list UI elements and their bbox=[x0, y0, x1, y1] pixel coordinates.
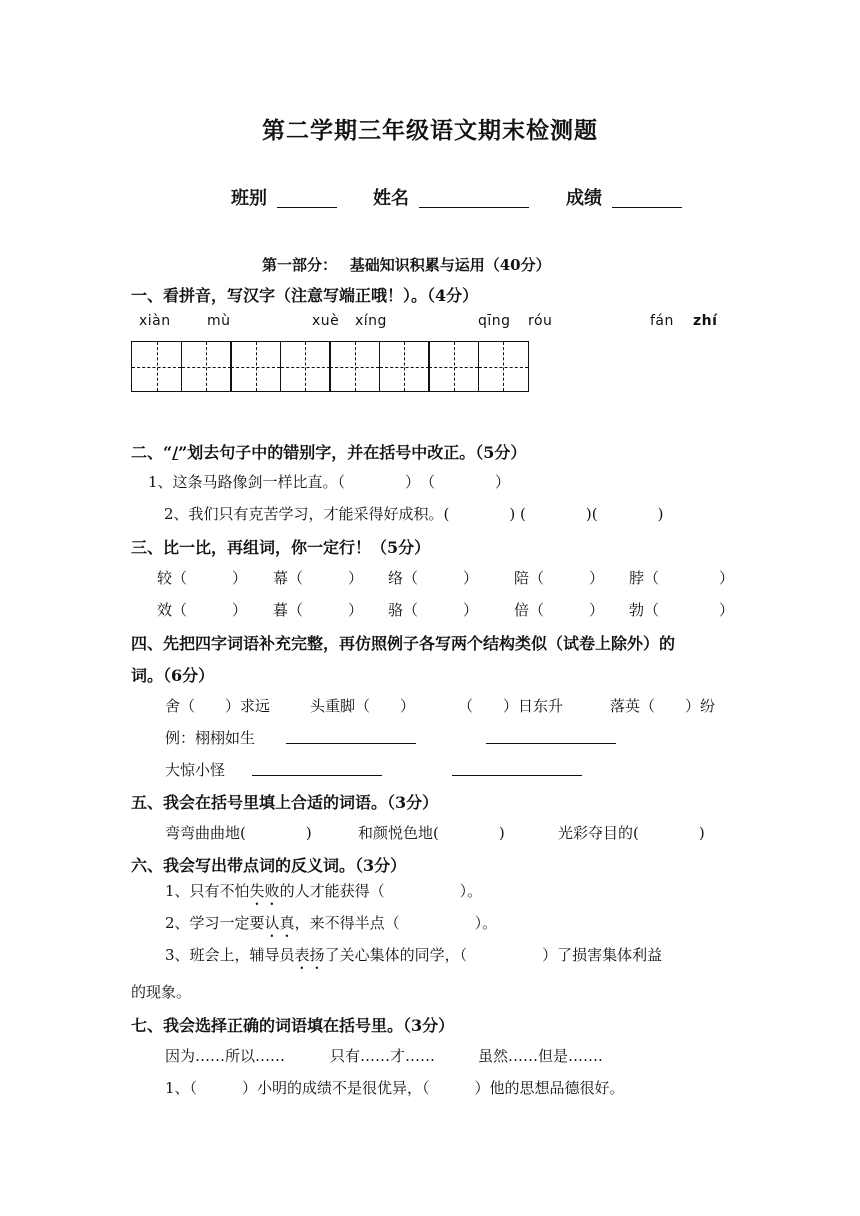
q6-heading: 六、我会写出带点词的反义词。（3分） bbox=[131, 856, 407, 875]
q6-s2-pre: 2、学习一定要 bbox=[165, 914, 265, 932]
q6-s3-post: 了关心集体的同学，（ ）了损害集体利益 bbox=[324, 946, 663, 964]
grid-cell[interactable] bbox=[131, 341, 182, 392]
q3-item: 暮（ ） bbox=[273, 601, 364, 619]
dotted-word: 表扬 bbox=[294, 946, 325, 964]
q3-item: 骆（ ） bbox=[388, 601, 479, 619]
pinyin-xian: xiàn bbox=[139, 313, 171, 329]
pinyin-xing: xíng bbox=[355, 313, 387, 329]
q3-item: 勃（ ） bbox=[629, 601, 735, 619]
answer-line[interactable] bbox=[486, 727, 616, 748]
q3-item: 陪（ ） bbox=[514, 569, 605, 587]
q4-example2: 大惊小怪 bbox=[165, 761, 226, 779]
q7-option: 只有……才…… bbox=[330, 1047, 436, 1065]
name-label: 姓名 bbox=[373, 188, 409, 209]
grid-cell[interactable] bbox=[428, 341, 479, 392]
slash-mark: / bbox=[172, 443, 179, 462]
class-blank[interactable] bbox=[277, 187, 337, 208]
q7-heading: 七、我会选择正确的词语填在括号里。（3分） bbox=[131, 1016, 455, 1035]
pinyin-rou: róu bbox=[528, 313, 553, 329]
q4-item: 落英（ ）纷 bbox=[610, 697, 716, 715]
q5-item: 弯弯曲曲地( ) bbox=[165, 824, 312, 842]
q7-sentence-1: 1、（ ）小明的成绩不是很优异，（ ）他的思想品德很好。 bbox=[165, 1079, 625, 1097]
q2-heading-pre: 二、“ bbox=[131, 443, 173, 462]
q6-sentence-3-cont: 的现象。 bbox=[131, 983, 192, 1001]
q6-sentence-2 bbox=[165, 912, 497, 941]
pinyin-fan: fán bbox=[650, 313, 674, 329]
q3-item: 络（ ） bbox=[388, 569, 479, 587]
q3-item: 较（ ） bbox=[157, 569, 248, 587]
q4-item: 头重脚（ ） bbox=[310, 697, 416, 715]
grid-cell[interactable] bbox=[280, 341, 331, 392]
score-field bbox=[566, 184, 682, 210]
part1-heading: 第一部分： 基础知识积累与运用（40分） bbox=[262, 256, 551, 274]
q3-item: 效（ ） bbox=[157, 601, 248, 619]
score-label: 成绩 bbox=[566, 188, 602, 209]
q2-heading bbox=[131, 440, 526, 463]
q6-s1-post: 的人才能获得（ ）。 bbox=[279, 882, 483, 900]
grid-cell[interactable] bbox=[181, 341, 232, 392]
q4-item: （ ）日东升 bbox=[458, 697, 564, 715]
q3-item: 脖（ ） bbox=[629, 569, 735, 587]
q4-heading-line2: 词。（6分） bbox=[131, 666, 215, 685]
example-label: 例：栩栩如生 bbox=[165, 729, 256, 747]
pinyin-qing: qīng bbox=[478, 313, 511, 329]
q3-item: 倍（ ） bbox=[514, 601, 605, 619]
q3-item: 幕（ ） bbox=[273, 569, 364, 587]
q2-heading-post: ”划去句子中的错别字，并在括号中改正。（5分） bbox=[178, 443, 527, 462]
pinyin-mu: mù bbox=[207, 313, 231, 329]
q5-item: 光彩夺目的( ) bbox=[558, 824, 705, 842]
answer-line[interactable] bbox=[252, 759, 382, 780]
name-blank[interactable] bbox=[419, 187, 529, 208]
pinyin-xue: xuè bbox=[312, 313, 340, 329]
class-field bbox=[231, 184, 337, 210]
q1-heading: 一、看拼音，写汉字（注意写端正哦！）。（4分） bbox=[131, 286, 479, 305]
answer-line[interactable] bbox=[286, 727, 416, 748]
q4-item: 舍（ ）求远 bbox=[165, 697, 271, 715]
q4-heading-line1: 四、先把四字词语补充完整，再仿照例子各写两个结构类似（试卷上除外）的 bbox=[131, 634, 676, 653]
score-blank[interactable] bbox=[612, 187, 682, 208]
grid-cell[interactable] bbox=[329, 341, 380, 392]
page-title: 第二学期三年级语文期末检测题 bbox=[262, 117, 598, 144]
dotted-word: 认真 bbox=[264, 914, 295, 932]
class-label: 班别 bbox=[231, 188, 267, 209]
q6-sentence-3 bbox=[165, 944, 662, 973]
grid-cell[interactable] bbox=[230, 341, 281, 392]
q6-sentence-1 bbox=[165, 880, 482, 909]
q2-sentence-1: 1、这条马路像剑一样比直。（ ） （ ） bbox=[148, 473, 511, 491]
q5-item: 和颜悦色地( ) bbox=[358, 824, 505, 842]
q5-heading: 五、我会在括号里填上合适的词语。（3分） bbox=[131, 793, 439, 812]
dotted-word: 失败 bbox=[249, 882, 280, 900]
q7-option: 因为……所以…… bbox=[165, 1047, 286, 1065]
grid-cell[interactable] bbox=[478, 341, 529, 392]
q6-s1-pre: 1、只有不怕 bbox=[165, 882, 250, 900]
q6-s2-post: ，来不得半点（ ）。 bbox=[294, 914, 498, 932]
q4-example bbox=[165, 727, 255, 748]
answer-line[interactable] bbox=[452, 759, 582, 780]
grid-cell[interactable] bbox=[379, 341, 430, 392]
pinyin-zhi: zhí bbox=[693, 313, 718, 329]
writing-grid bbox=[131, 341, 527, 392]
q7-option: 虽然……但是……. bbox=[478, 1047, 603, 1065]
q3-heading: 三、比一比，再组词，你一定行！（5分） bbox=[131, 538, 431, 557]
q2-sentence-2: 2、我们只有克苦学习，才能采得好成积。( ) ( )( ) bbox=[164, 505, 664, 523]
name-field bbox=[373, 184, 529, 210]
q6-s3-pre: 3、班会上，辅导员 bbox=[165, 946, 295, 964]
